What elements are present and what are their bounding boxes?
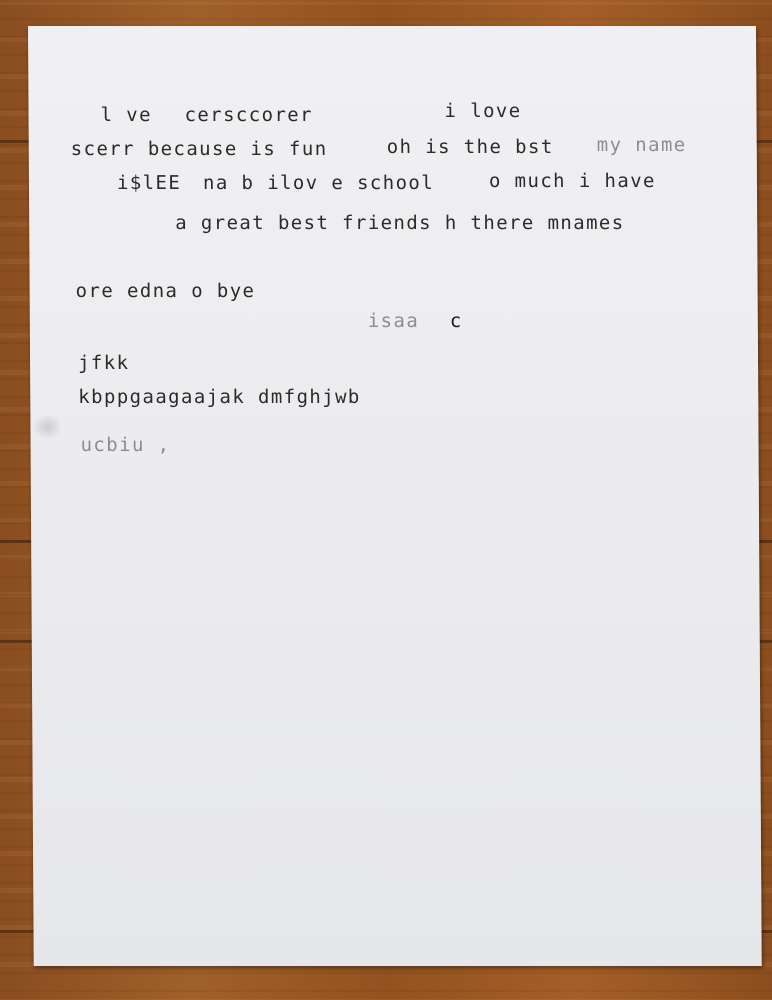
typed-line-1-b: cersccorer — [184, 104, 314, 126]
typed-line-3-b: na b ilov e school — [202, 172, 435, 194]
paper-smudge — [32, 414, 62, 440]
typed-line-6-a: isaa — [367, 310, 420, 332]
typed-line-6-b: c — [449, 310, 463, 332]
typed-line-3-a: i$lEE — [116, 172, 182, 194]
typed-line-1-c: i love — [444, 100, 522, 122]
typed-line-8: kbppgaagaajak dmfghjwb — [78, 386, 361, 408]
typed-line-2-a: scerr because is fun — [70, 138, 328, 160]
typed-line-9: ucbiu , — [80, 434, 171, 456]
typed-line-2-c: my name — [596, 134, 687, 156]
typed-line-3-c: o much i have — [488, 170, 656, 192]
typed-line-7: jfkk — [77, 352, 130, 374]
typed-line-5: ore edna o bye — [75, 280, 256, 302]
typed-paper-sheet — [28, 26, 762, 966]
typed-line-1-a: l ve — [100, 104, 152, 126]
typed-line-4: a great best friends h there mnames — [175, 212, 625, 234]
typed-line-2-b: oh is the bst — [386, 136, 554, 158]
